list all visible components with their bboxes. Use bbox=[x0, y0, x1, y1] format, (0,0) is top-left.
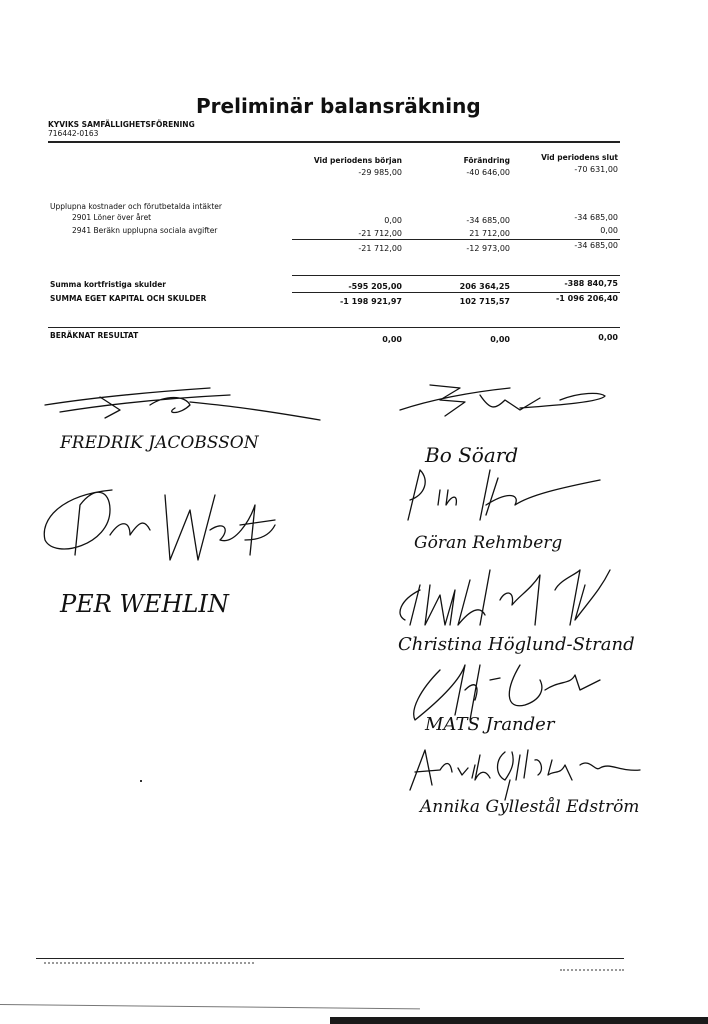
total-value-end: -1 096 206,40 bbox=[555, 294, 618, 303]
signature-scribble-2 bbox=[400, 385, 605, 416]
signature-scribble-1 bbox=[45, 388, 320, 420]
signature-name-1: FREDRIK JACOBSSON bbox=[60, 433, 259, 453]
signature-name-5: Christina Höglund-Strand bbox=[398, 634, 635, 655]
total-label-equity-and-liabilities: SUMMA EGET KAPITAL OCH SKULDER bbox=[50, 294, 207, 303]
top-value-change: -40 646,00 bbox=[466, 168, 510, 177]
signature-name-6: MATS Jrander bbox=[425, 714, 555, 735]
row-value-start: 0,00 bbox=[384, 216, 402, 225]
subtotal-end: -34 685,00 bbox=[574, 241, 618, 250]
stray-dot bbox=[140, 780, 142, 782]
top-value-end: -70 631,00 bbox=[574, 165, 618, 174]
total-value-end: -388 840,75 bbox=[564, 279, 618, 288]
total-label-short-term-liabilities: Summa kortfristiga skulder bbox=[50, 280, 166, 289]
signature-name-3: Göran Rehmberg bbox=[414, 533, 563, 553]
row-label: 2901 Löner över året bbox=[72, 213, 152, 222]
scan-edge-bar bbox=[330, 1017, 708, 1024]
column-header-change: Förändring bbox=[463, 156, 510, 165]
total-value-start: -1 198 921,97 bbox=[339, 297, 402, 306]
row-value-change: -34 685,00 bbox=[466, 216, 510, 225]
column-header-start: Vid periodens början bbox=[313, 156, 402, 165]
result-label: BERÄKNAT RESULTAT bbox=[50, 331, 139, 340]
result-value-start: 0,00 bbox=[382, 335, 402, 344]
footer-rule bbox=[36, 958, 624, 959]
column-header-end: Vid periodens slut bbox=[541, 153, 618, 162]
organization-number: 716442-0163 bbox=[48, 129, 99, 138]
result-value-change: 0,00 bbox=[490, 335, 510, 344]
signature-scribble-4 bbox=[44, 490, 275, 560]
row-label: 2941 Beräkn upplupna sociala avgifter bbox=[72, 226, 218, 235]
top-value-start: -29 985,00 bbox=[358, 168, 402, 177]
row-value-start: -21 712,00 bbox=[358, 229, 402, 238]
organization-name: KYVIKS SAMFÄLLIGHETSFÖRENING bbox=[48, 120, 195, 129]
row-value-change: 21 712,00 bbox=[469, 229, 510, 238]
signature-name-2: Bo Söard bbox=[425, 443, 519, 467]
page-title: Preliminär balansräkning bbox=[196, 94, 481, 118]
signature-scribble-7 bbox=[410, 750, 640, 800]
total-value-change: 206 364,25 bbox=[459, 282, 510, 291]
row-value-end: -34 685,00 bbox=[574, 213, 618, 222]
signature-name-4: PER WEHLIN bbox=[60, 590, 229, 618]
footer-faint-text bbox=[44, 962, 254, 967]
subtotal-change: -12 973,00 bbox=[466, 244, 510, 253]
total-value-start: -595 205,00 bbox=[348, 282, 402, 291]
signature-name-7: Annika Gyllestål Edström bbox=[420, 797, 640, 817]
total-value-change: 102 715,57 bbox=[459, 297, 510, 306]
row-value-end: 0,00 bbox=[600, 226, 618, 235]
signature-scribble-6 bbox=[414, 665, 600, 720]
result-value-end: 0,00 bbox=[598, 333, 618, 342]
signature-scribble-5 bbox=[400, 570, 610, 625]
section-heading: Upplupna kostnader och förutbetalda intäkter bbox=[50, 202, 222, 211]
signature-scribble-3 bbox=[408, 470, 600, 520]
footer-faint-text-right bbox=[560, 969, 624, 973]
subtotal-start: -21 712,00 bbox=[358, 244, 402, 253]
